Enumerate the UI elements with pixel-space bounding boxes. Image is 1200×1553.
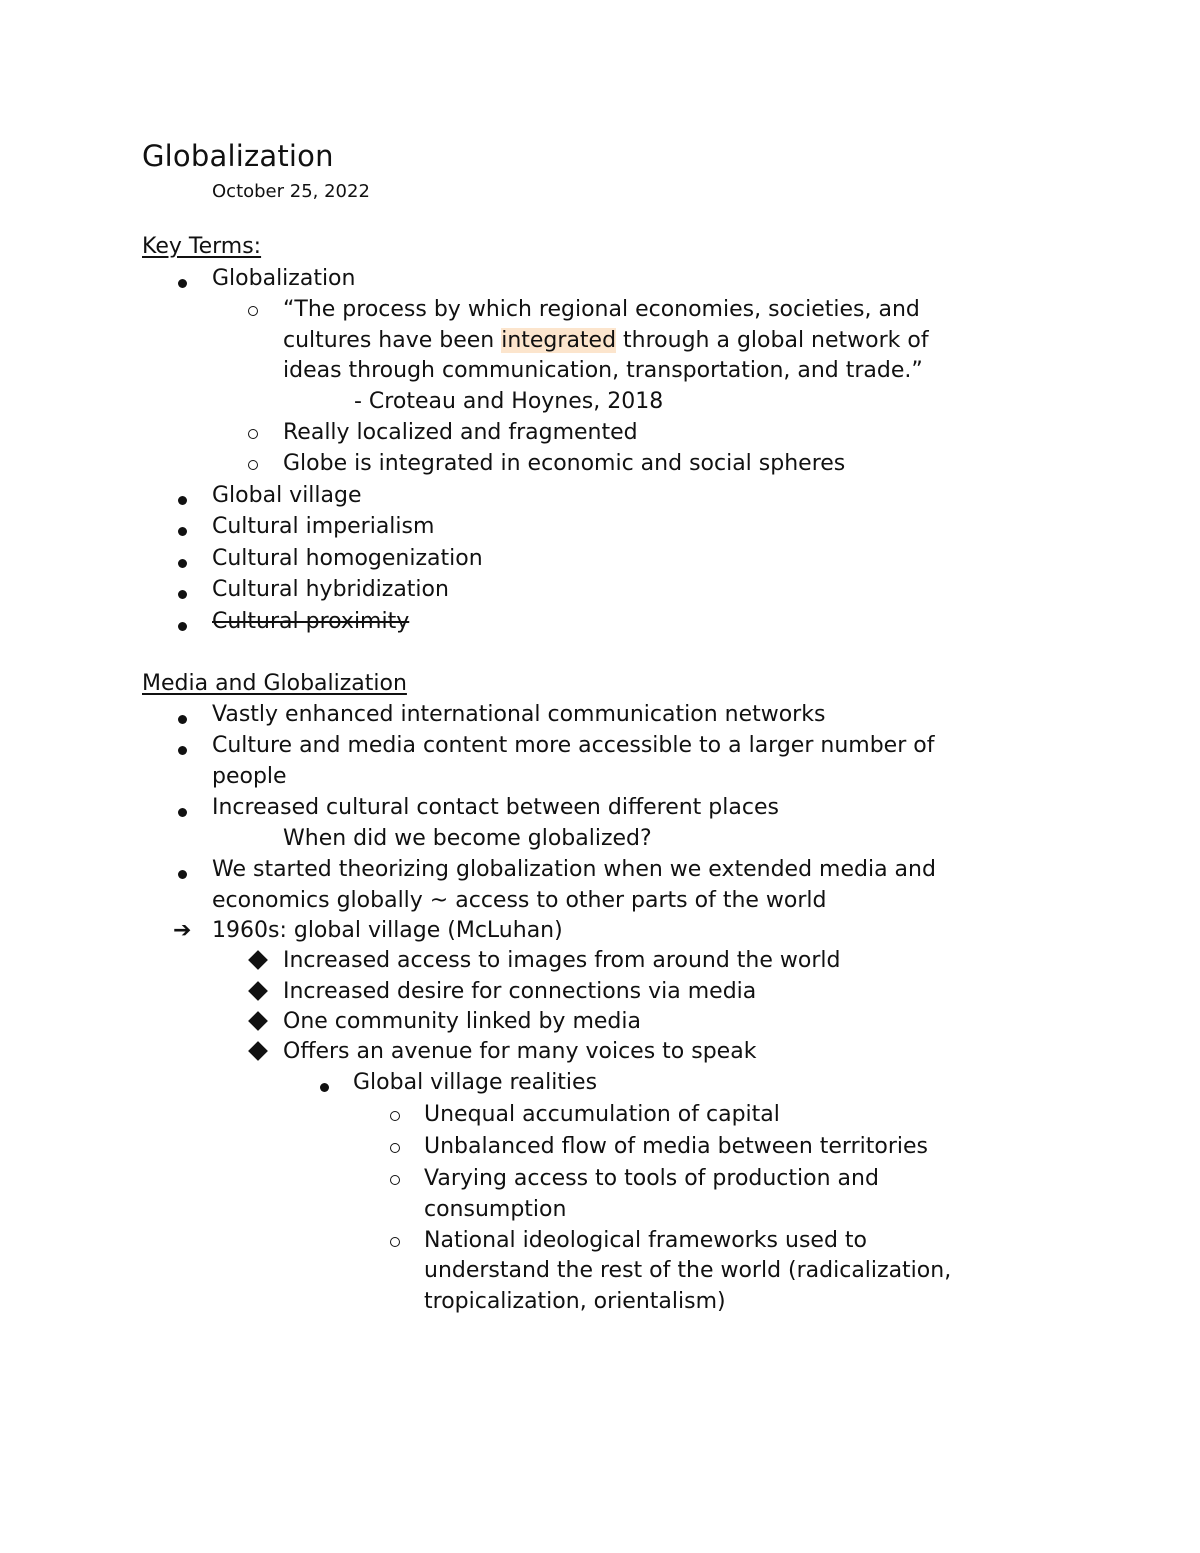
media-item-4-line-1: We started theorizing globalization when we extended media and — [212, 857, 936, 882]
bullet-icon — [178, 496, 187, 505]
reality-4-line-1: National ideological frameworks used to — [424, 1228, 867, 1253]
hollow-bullet-icon — [390, 1143, 400, 1153]
quote-line-1: “The process by which regional economies, societies, and — [283, 297, 920, 322]
diamond-item-4: Offers an avenue for many voices to speak — [283, 1039, 757, 1064]
hollow-bullet-icon — [248, 306, 258, 316]
reality-4-line-3: tropicalization, orientalism) — [424, 1289, 726, 1314]
diamond-bullet-icon — [248, 950, 268, 970]
bullet-icon — [178, 279, 187, 288]
highlighted-word: integrated — [501, 328, 617, 353]
diamond-item-2: Increased desire for connections via media — [283, 979, 757, 1004]
bullet-icon — [178, 715, 187, 724]
reality-1: Unequal accumulation of capital — [424, 1102, 780, 1127]
bullet-icon — [178, 870, 187, 879]
term-globalization: Globalization — [212, 266, 356, 291]
bullet-icon — [178, 527, 187, 536]
term-cultural-imperialism: Cultural imperialism — [212, 514, 435, 539]
bullet-icon — [178, 622, 187, 631]
hollow-bullet-icon — [248, 460, 258, 470]
bullet-icon — [178, 746, 187, 755]
reality-3-line-2: consumption — [424, 1197, 567, 1222]
quote-line-2-post: through a global network of — [616, 328, 929, 353]
realities-item: Global village realities — [353, 1070, 598, 1095]
media-item-2-line-2: people — [212, 764, 287, 789]
media-heading: Media and Globalization — [142, 671, 407, 696]
bullet-icon — [178, 590, 187, 599]
media-item-3: Increased cultural contact between different places — [212, 795, 779, 820]
reality-2: Unbalanced flow of media between territories — [424, 1134, 928, 1159]
hollow-bullet-icon — [390, 1111, 400, 1121]
page-title: Globalization — [142, 139, 334, 173]
quote-line-2 — [283, 325, 929, 356]
quote-line-3: ideas through communication, transportation, and trade.” — [283, 358, 923, 383]
bullet-icon — [178, 559, 187, 568]
term-cultural-homogenization: Cultural homogenization — [212, 546, 483, 571]
term-cultural-hybridization: Cultural hybridization — [212, 577, 449, 602]
diamond-bullet-icon — [248, 981, 268, 1001]
quote-line-2-pre: cultures have been — [283, 328, 502, 353]
arrow-item: 1960s: global village (McLuhan) — [212, 918, 563, 943]
diamond-item-1: Increased access to images from around the world — [283, 948, 841, 973]
page-date: October 25, 2022 — [212, 181, 370, 202]
diamond-item-3: One community linked by media — [283, 1009, 641, 1034]
media-question: When did we become globalized? — [283, 826, 652, 851]
hollow-bullet-icon — [248, 429, 258, 439]
reality-3-line-1: Varying access to tools of production and — [424, 1166, 879, 1191]
key-terms-heading: Key Terms: — [142, 234, 262, 259]
sub-integrated: Globe is integrated in economic and social spheres — [283, 451, 846, 476]
media-item-2-line-1: Culture and media content more accessible to a larger number of — [212, 733, 935, 758]
arrow-right-icon: ➔ — [173, 918, 192, 943]
term-global-village: Global village — [212, 483, 362, 508]
sub-localized: Really localized and fragmented — [283, 420, 638, 445]
bullet-icon — [178, 808, 187, 817]
media-item-4-line-2: economics globally ~ access to other parts of the world — [212, 888, 827, 913]
reality-4-line-2: understand the rest of the world (radicalization, — [424, 1258, 952, 1283]
quote-attribution: - Croteau and Hoynes, 2018 — [354, 389, 664, 414]
diamond-bullet-icon — [248, 1011, 268, 1031]
hollow-bullet-icon — [390, 1237, 400, 1247]
bullet-icon — [320, 1083, 329, 1092]
diamond-bullet-icon — [248, 1041, 268, 1061]
media-item-1: Vastly enhanced international communication networks — [212, 702, 826, 727]
hollow-bullet-icon — [390, 1175, 400, 1185]
term-cultural-proximity: Cultural proximity — [212, 609, 410, 634]
